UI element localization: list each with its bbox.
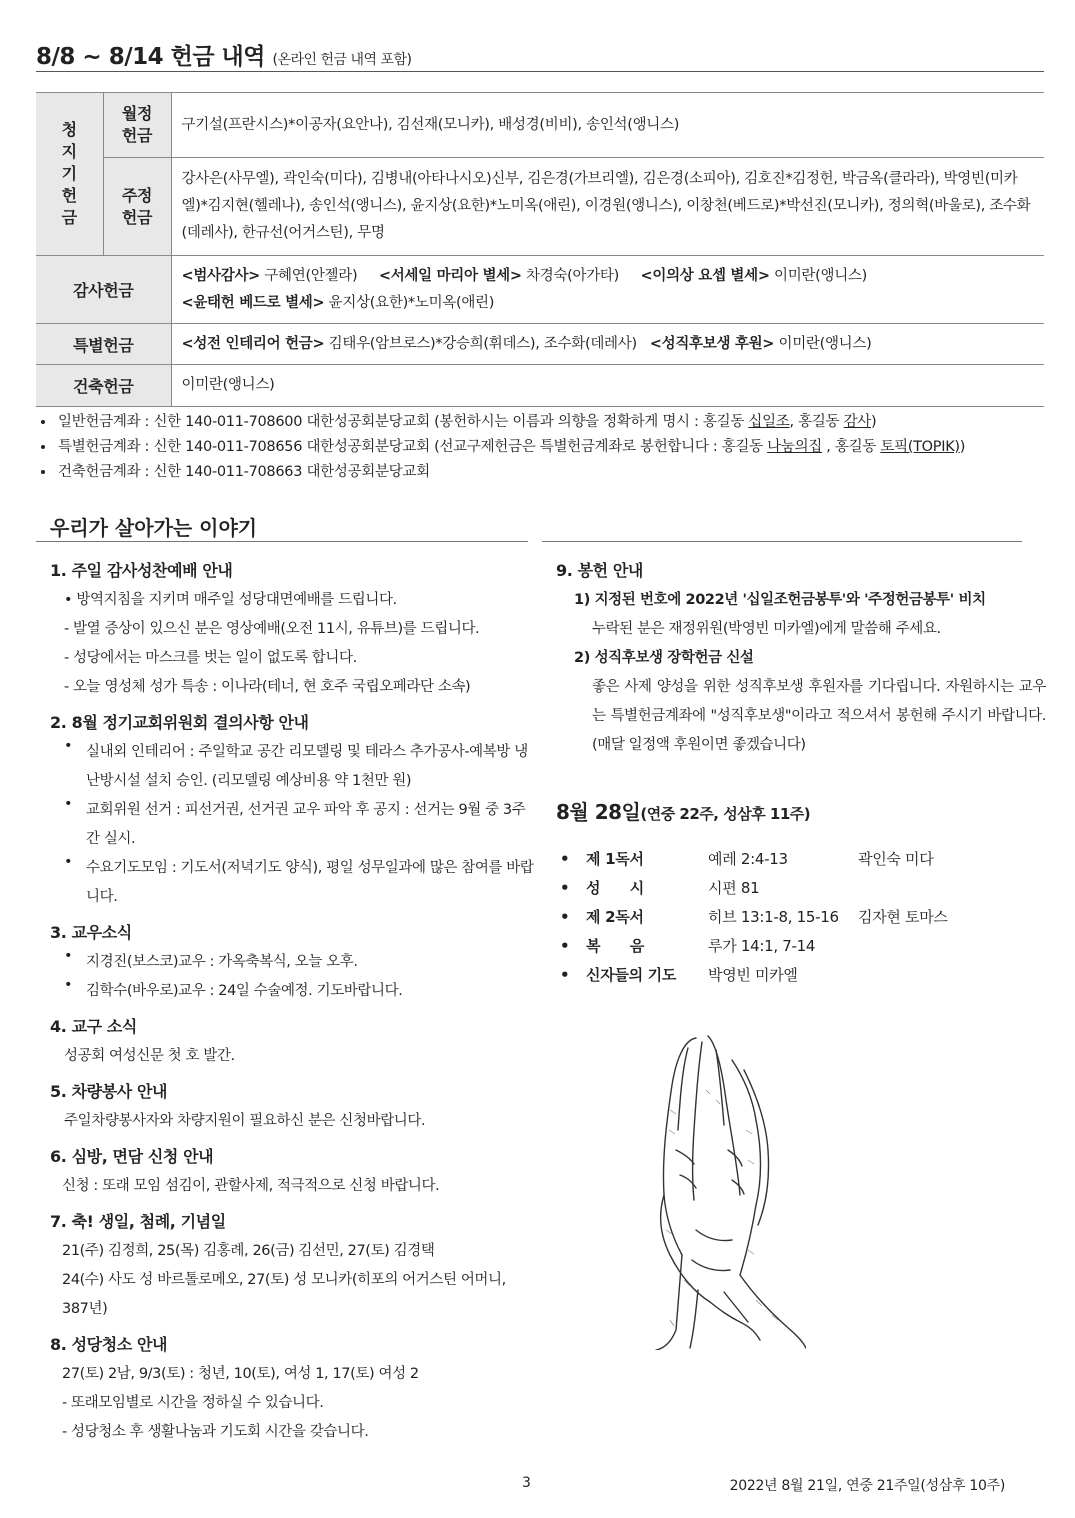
story-1-line: - 성당에서는 마스크를 벗는 일이 없도록 합니다. xyxy=(64,650,357,666)
story-8-title: 8. 성당청소 안내 xyxy=(50,1335,168,1354)
building-account: • 건축헌금계좌 : 신한 140-011-708663 대한성공회분당교회 xyxy=(56,460,965,485)
reading-row: • 신자들의 기도 박영빈 미카엘 xyxy=(560,965,798,984)
story-1-line: - 오늘 영성체 성가 특송 : 이나라(테너, 현 호주 국립오페라단 소속) xyxy=(64,679,471,695)
building-offering-value: 이미란(앵니스) xyxy=(171,365,1044,407)
stories-left-column xyxy=(50,550,535,1447)
stories-divider-right xyxy=(542,541,1022,542)
praying-hands-illustration xyxy=(636,1030,806,1354)
lectionary-date: 8월 28일(연중 22주, 성삼후 11주) xyxy=(556,800,811,824)
story-8-line: - 성당청소 후 생활나눔과 기도회 시간을 갖습니다. xyxy=(62,1424,369,1440)
story-9-sub-1: 1) 지정된 번호에 2022년 '십일조헌금봉투'와 '주정헌금봉투' 비치 xyxy=(574,592,986,608)
story-9-body-2: 좋은 사제 양성을 위한 성직후보생 후원자를 기다립니다. 자원하시는 교우는 특별헌금계좌에 "성직후보생"이라고 적으셔서 봉헌해 주시기 바랍니다. (매달 일정액 후원이면 좋겠습니다) xyxy=(592,679,1046,753)
story-7-line: 21(주) 김정희, 25(목) 김홍례, 26(금) 김선민, 27(토) 김경택 xyxy=(62,1243,435,1259)
stories-right-column xyxy=(556,550,1046,760)
story-6-title: 6. 심방, 면담 신청 안내 xyxy=(50,1147,214,1166)
story-6-line: 신청 : 또래 모임 섬김이, 관할사제, 적극적으로 신청 바랍니다. xyxy=(62,1178,440,1194)
weekly-offering-label: 주정헌금 xyxy=(103,158,171,256)
story-7-line: 24(수) 사도 성 바르톨로메오, 27(토) 성 모니카(히포의 어거스틴 어머니, 387년) xyxy=(62,1272,506,1317)
story-3-title: 3. 교우소식 xyxy=(50,923,132,942)
story-2-item: • 실내외 인테리어 : 주일학교 공간 리모델링 및 테라스 추가공사-예복방 냉난방시설 설치 승인. (리모델링 예상비용 약 1천만 원) xyxy=(64,738,528,789)
weekly-offering-value: 강사은(사무엘), 곽인숙(미다), 김병내(아타나시오)신부, 김은경(가브리엘), 김은경(소피아), 김호진*김정헌, 박금옥(클라라), 박영빈(미카엘)*김지현(헬레나), 송인석(앵니스), 윤지상(요한)*노미옥(애린), 이경원(앵니스), 이창천(베드로)*박선진(모니카), 정의혁(바울로), 조수화(데레사), 한규선(어거스틴), 무명 xyxy=(171,158,1044,256)
story-4-title: 4. 교구 소식 xyxy=(50,1017,137,1036)
story-8-line: 27(토) 2남, 9/3(토) : 청년, 10(토), 여성 1, 17(토) 여성 2 xyxy=(62,1366,419,1382)
thanks-offering-label: 감사헌금 xyxy=(36,256,171,324)
story-4-line: 성공회 여성신문 첫 호 발간. xyxy=(64,1048,235,1064)
monthly-offering-value: 구기설(프란시스)*이공자(요안나), 김선재(모니카), 배성경(비비), 송인석(앵니스) xyxy=(171,93,1044,158)
page-title: 8/8 ~ 8/14 헌금 내역 (온라인 헌금 내역 포함) xyxy=(36,44,412,70)
monthly-offering-label: 월정헌금 xyxy=(103,93,171,158)
page-number: 3 xyxy=(522,1475,531,1491)
story-1-title: 1. 주일 감사성찬예배 안내 xyxy=(50,561,233,580)
account-list xyxy=(36,410,965,485)
special-offering-value: <성전 인테리어 헌금> 김태우(암브로스)*강승희(휘데스), 조수화(데레사) <성직후보생 후원> 이미란(앵니스) xyxy=(171,324,1044,365)
story-9-sub-2: 2) 성직후보생 장학헌금 신설 xyxy=(574,650,754,666)
special-offering-label: 특별헌금 xyxy=(36,324,171,365)
title-divider xyxy=(36,71,1044,72)
page-subtitle: (온라인 헌금 내역 포함) xyxy=(272,52,412,68)
story-9-title: 9. 봉헌 안내 xyxy=(556,561,643,580)
story-2-item: • 교회위원 선거 : 피선거권, 선거권 교우 파악 후 공지 : 선거는 9월 중 3주간 실시. xyxy=(64,796,526,847)
lectionary-table xyxy=(560,844,948,989)
offering-table xyxy=(36,92,1044,407)
story-3-item: • 김학수(바우로)교우 : 24일 수술예정. 기도바랍니다. xyxy=(64,977,403,999)
story-5-line: 주일차량봉사자와 차량지원이 필요하신 분은 신청바랍니다. xyxy=(64,1113,426,1129)
reading-row: • 성 시 시편 81 xyxy=(560,878,760,897)
reading-row: • 제 2독서 히브 13:1-8, 15-16 김자현 토마스 xyxy=(560,907,948,926)
story-9-body-1: 누락된 분은 재정위원(박영빈 미카엘)에게 말씀해 주세요. xyxy=(592,621,941,637)
footer-date: 2022년 8월 21일, 연중 21주일(성삼후 10주) xyxy=(729,1478,1005,1494)
building-offering-label: 건축헌금 xyxy=(36,365,171,407)
story-7-title: 7. 축! 생일, 첨례, 기념일 xyxy=(50,1212,226,1231)
thanks-offering-value: <범사감사> 구혜연(안젤라) <서세일 마리아 별세> 차경숙(아가타) <이의상 요셉 별세> 이미란(앵니스) <윤태헌 베드로 별세> 윤지상(요한)*노미옥(애린) xyxy=(171,256,1044,324)
special-account: • 특별헌금계좌 : 신한 140-011-708656 대한성공회분당교회 (선교구제헌금은 특별헌금계좌로 봉헌합니다 : 홍길동 나눔의집 , 홍길동 토픽(TOPIK)) xyxy=(56,435,965,460)
stories-title: 우리가 살아가는 이야기 xyxy=(50,516,258,540)
general-account: • 일반헌금계좌 : 신한 140-011-708600 대한성공회분당교회 (봉헌하시는 이름과 의향을 정확하게 명시 : 홍길동 십일조, 홍길동 감사) xyxy=(56,410,965,435)
reading-row: • 복 음 루가 14:1, 7-14 xyxy=(560,936,816,955)
stories-divider-left xyxy=(36,541,528,542)
story-5-title: 5. 차량봉사 안내 xyxy=(50,1082,168,1101)
story-2-title: 2. 8월 정기교회위원회 결의사항 안내 xyxy=(50,713,309,732)
regular-offering-label: 청지기헌금 xyxy=(36,93,103,256)
story-1-line: - 발열 증상이 있으신 분은 영상예배(오전 11시, 유튜브)를 드립니다. xyxy=(64,621,480,637)
story-3-item: • 지경진(보스코)교우 : 가옥축복식, 오늘 오후. xyxy=(64,948,358,970)
story-2-item: • 수요기도모임 : 기도서(저녁기도 양식), 평일 성무일과에 많은 참여를 바랍니다. xyxy=(64,854,534,905)
story-1-line: • 방역지침을 지키며 매주일 성당대면예배를 드립니다. xyxy=(64,592,397,608)
story-8-line: - 또래모임별로 시간을 정하실 수 있습니다. xyxy=(62,1395,324,1411)
reading-row: • 제 1독서 예레 2:4-13 곽인숙 미다 xyxy=(560,849,934,868)
